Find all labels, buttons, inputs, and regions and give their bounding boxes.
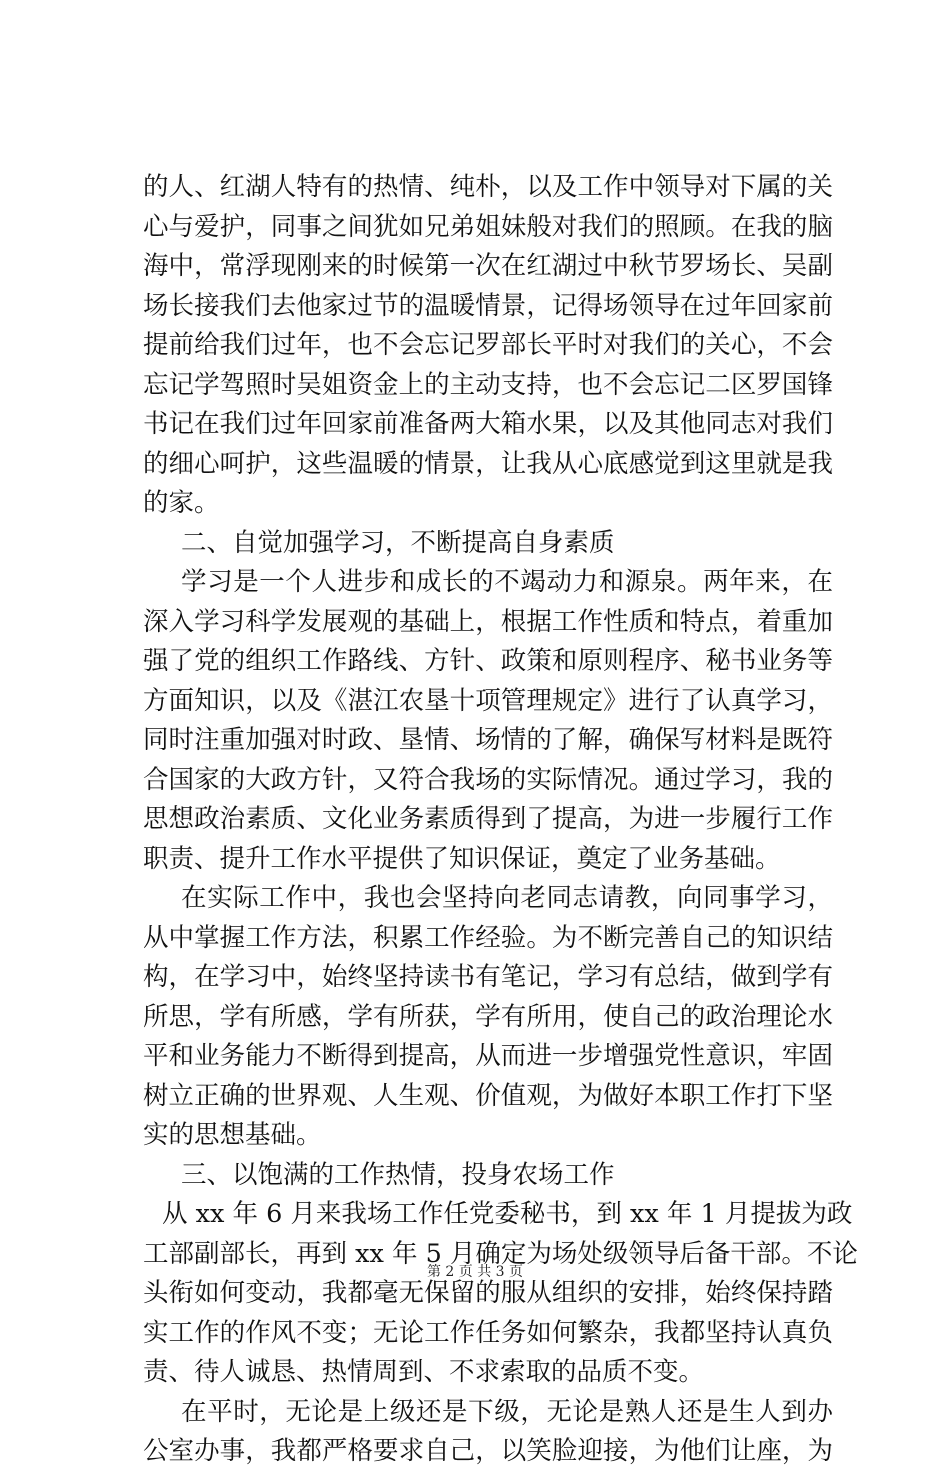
text-line: 学习是一个人进步和成长的不竭动力和源泉。两年来，在 — [181, 567, 833, 597]
text-line: 方面知识，以及《湛江农垦十项管理规定》进行了认真学习， — [143, 685, 833, 716]
text-line: 树立正确的世界观、人生观、价值观，为做好本职工作打下坚 — [143, 1080, 833, 1111]
text-line: 合国家的大政方针，又符合我场的实际情况。通过学习，我的 — [143, 764, 833, 795]
text-line: 同时注重加强对时政、垦情、场情的了解，确保写材料是既符 — [143, 725, 833, 755]
text-line: 责、待人诚恳、热情周到、不求索取的品质不变。 — [143, 1357, 705, 1387]
text-line: 强了党的组织工作路线、方针、政策和原则程序、秘书业务等 — [143, 646, 833, 676]
text-line: 从 xx 年 6 月来我场工作任党委秘书，到 xx 年 1 月提拔为政 — [162, 1199, 853, 1229]
text-line: 书记在我们过年回家前准备两大箱水果，以及其他同志对我们 — [143, 409, 833, 439]
text-line: 的人、红湖人特有的热情、纯朴，以及工作中领导对下属的关 — [143, 172, 833, 202]
text-line: 在实际工作中，我也会坚持向老同志请教，向同事学习， — [181, 883, 833, 913]
text-line: 忘记学驾照时吴姐资金上的主动支持，也不会忘记二区罗国锋 — [143, 369, 833, 400]
text-line: 所思，学有所感，学有所获，学有所用，使自己的政治理论水 — [143, 1001, 833, 1032]
text-line: 心与爱护，同事之间犹如兄弟姐妹般对我们的照顾。在我的脑 — [143, 211, 833, 242]
section-heading: 三、以饱满的工作热情，投身农场工作 — [181, 1159, 615, 1190]
text-line: 实的思想基础。 — [143, 1120, 322, 1150]
text-line: 在平时，无论是上级还是下级，无论是熟人还是生人到办 — [181, 1396, 833, 1427]
text-line: 实工作的作风不变；无论工作任务如何繁杂，我都坚持认真负 — [143, 1317, 833, 1348]
text-line: 工部副部长，再到 xx 年 5 月确定为场处级领导后备干部。不论 — [143, 1238, 858, 1269]
text-line: 的细心呵护，这些温暖的情景，让我从心底感觉到这里就是我 — [143, 448, 833, 479]
page-number: 第 2 页 共 3 页 — [426, 1264, 524, 1280]
text-line: 深入学习科学发展观的基础上，根据工作性质和特点，着重加 — [143, 606, 833, 637]
text-line: 思想政治素质、文化业务素质得到了提高，为进一步履行工作 — [143, 804, 833, 834]
text-line: 头衔如何变动，我都毫无保留的服从组织的安排，始终保持踏 — [143, 1278, 833, 1308]
text-line: 场长接我们去他家过节的温暖情景，记得场领导在过年回家前 — [143, 290, 833, 321]
section-heading: 二、自觉加强学习，不断提高自身素质 — [181, 527, 615, 558]
text-line: 构，在学习中，始终坚持读书有笔记，学习有总结，做到学有 — [143, 962, 833, 992]
text-line: 从中掌握工作方法，积累工作经验。为不断完善自己的知识结 — [143, 922, 833, 953]
text-line: 公室办事，我都严格要求自己，以笑脸迎接，为他们让座，为 — [143, 1436, 833, 1466]
text-line: 海中，常浮现刚来的时候第一次在红湖过中秋节罗场长、吴副 — [143, 251, 833, 281]
text-line: 平和业务能力不断得到提高，从而进一步增强党性意识，牢固 — [143, 1041, 833, 1071]
text-line: 职责、提升工作水平提供了知识保证，奠定了业务基础。 — [143, 843, 781, 874]
text-line: 的家。 — [143, 488, 220, 518]
text-line: 提前给我们过年，也不会忘记罗部长平时对我们的关心，不会 — [143, 330, 833, 360]
